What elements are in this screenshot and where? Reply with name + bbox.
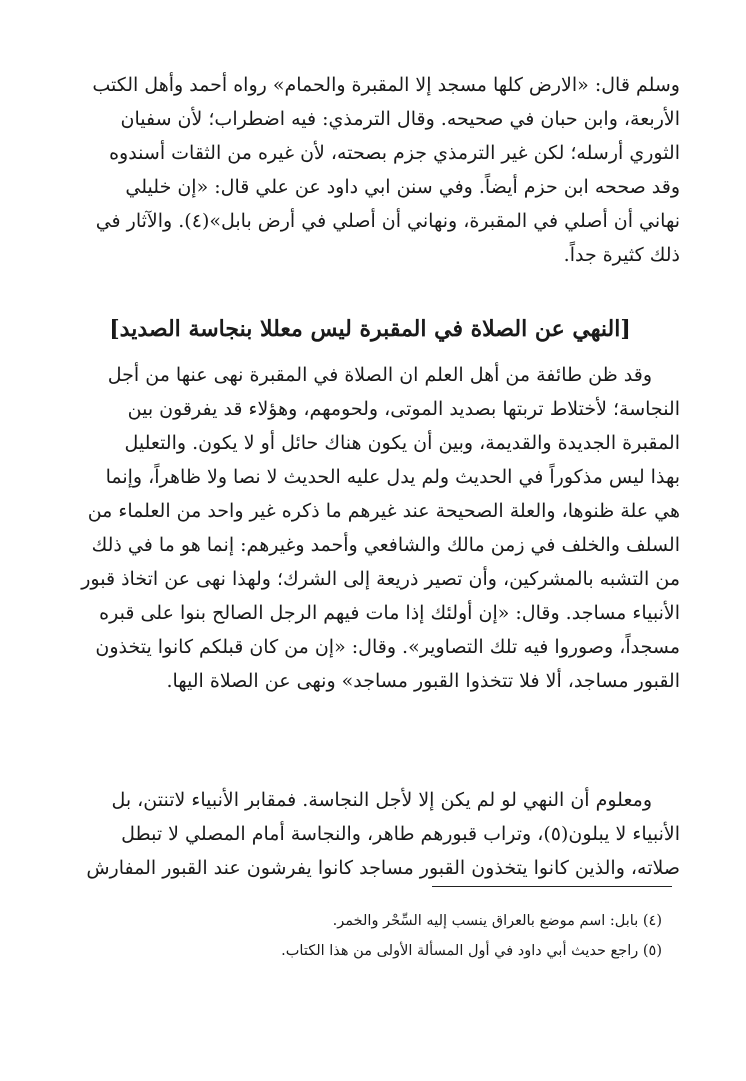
footnote-5: (٥) راجع حديث أبي داود في أول المسألة الأولى من هذا الكتاب. xyxy=(281,943,662,959)
text-line: الأربعة، وابن حبان في صحيحه. وقال الترمذي: فيه اضطراب؛ لأن سفيان xyxy=(120,108,680,130)
text-line: الأنبياء لا يبلون(٥)، وتراب قبورهم طاهر، والنجاسة أمام المصلي لا تبطل xyxy=(121,823,680,845)
text-line: هي علة ظنوها، والعلة الصحيحة عند غيرهم ما ذكره غير واحد من العلماء من xyxy=(87,500,680,522)
footnote-4: (٤) بابل: اسم موضع بالعراق ينسب إليه السِّحْر والخمر. xyxy=(332,913,662,929)
text-line: النجاسة؛ لأختلاط تربتها بصديد الموتى، ولحومهم، وهؤلاء قد يفرقون بين xyxy=(127,398,680,420)
text-line: الثوري أرسله؛ لكن غير الترمذي جزم بصحته، لأن غيره من الثقات أسندوه xyxy=(109,142,680,164)
text-line: السلف والخلف في زمن مالك والشافعي وأحمد وغيرهم: إنما هو ما في ذلك xyxy=(91,534,680,556)
text-line: وقد صححه ابن حزم أيضاً. وفي سنن ابي داود عن علي قال: «إن خليلي xyxy=(125,176,680,198)
text-line: الأنبياء مساجد. وقال: «إن أولئك إذا مات فيهم الرجل الصالح بنوا على قبره xyxy=(99,602,680,624)
text-line: ومعلوم أن النهي لو لم يكن إلا لأجل النجاسة. فمقابر الأنبياء لاتنتن، بل xyxy=(111,789,652,811)
paragraph-3 xyxy=(72,783,680,885)
text-line: وسلم قال: «الارض كلها مسجد إلا المقبرة والحمام» رواه أحمد وأهل الكتب xyxy=(92,74,680,96)
paragraph-2 xyxy=(72,358,680,698)
text-line: المقبرة الجديدة والقديمة، وبين أن يكون هناك حائل أو لا يكون. والتعليل xyxy=(124,432,680,454)
text-line: وقد ظن طائفة من أهل العلم ان الصلاة في المقبرة نهى عنها من أجل xyxy=(107,364,652,386)
footnotes xyxy=(72,906,662,966)
footnote-separator xyxy=(432,886,672,887)
text-line: من التشبه بالمشركين، وأن تصير ذريعة إلى الشرك؛ ولهذا نهى عن اتخاذ قبور xyxy=(81,568,680,590)
text-line: بهذا ليس مذكوراً في الحديث ولم يدل عليه الحديث لا نصا ولا ظاهراً، وإنما xyxy=(105,466,680,488)
text-line: القبور مساجد، ألا فلا تتخذوا القبور مساجد» ونهى عن الصلاة اليها. xyxy=(166,670,680,692)
text-line: ذلك كثيرة جداً. xyxy=(563,244,680,266)
paragraph-1 xyxy=(72,68,680,272)
section-heading: [النهي عن الصلاة في المقبرة ليس معللا بنجاسة الصديد] xyxy=(109,316,631,342)
text-line: صلاته، والذين كانوا يتخذون القبور مساجد كانوا يفرشون عند القبور المفارش xyxy=(86,857,680,879)
text-line: نهاني أن أصلي في المقبرة، ونهاني أن أصلي في أرض بابل»(٤). والآثار في xyxy=(95,210,680,232)
text-line: مسجداً، وصوروا فيه تلك التصاوير». وقال: «إن من كان قبلكم كانوا يتخذون xyxy=(95,636,680,658)
